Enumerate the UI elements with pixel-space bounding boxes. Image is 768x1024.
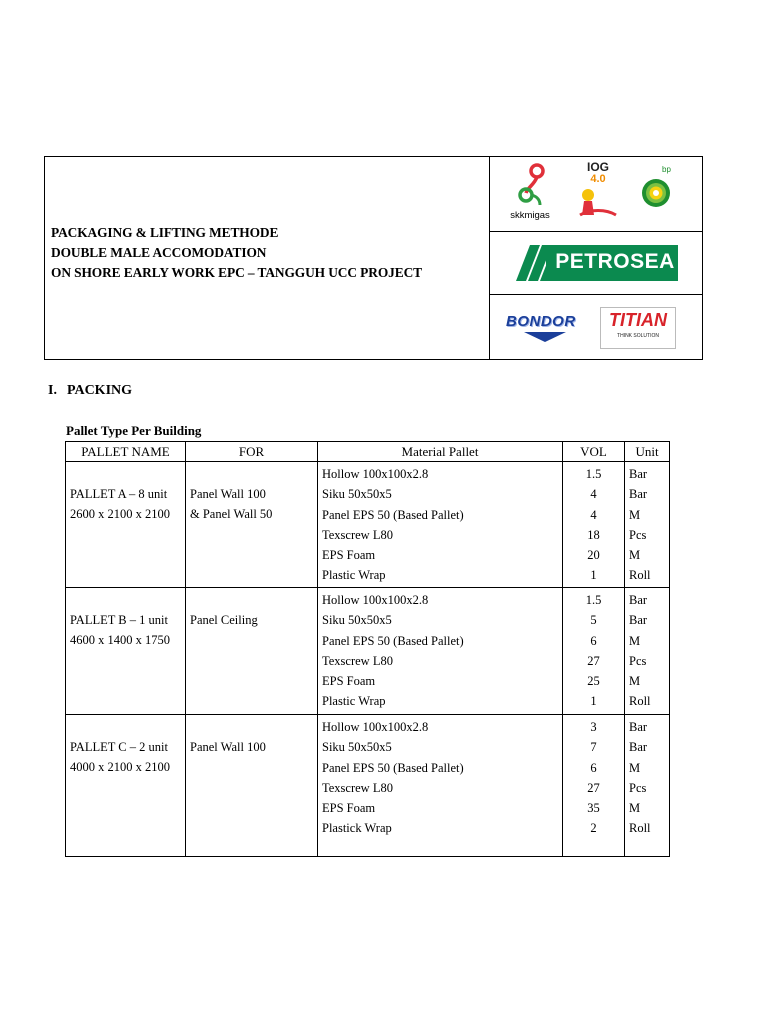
- petrosea-text: PETROSEA: [555, 250, 675, 273]
- title-line-3: ON SHORE EARLY WORK EPC – TANGGUH UCC PROJECT: [51, 265, 422, 280]
- unit-cell: [625, 462, 670, 588]
- col-header-pallet-name: PALLET NAME: [66, 442, 186, 462]
- title-line-2: DOUBLE MALE ACCOMODATION: [51, 245, 267, 260]
- iog-text: IOG: [586, 160, 609, 174]
- unit-value: M: [629, 801, 641, 816]
- material-cell: [318, 715, 563, 857]
- section-title: PACKING: [66, 383, 133, 398]
- vol-cell: [563, 715, 625, 857]
- material-item: Hollow 100x100x2.8: [322, 720, 429, 734]
- document-header: [44, 156, 703, 360]
- titian-tagline: THINK SOLUTION: [617, 333, 659, 339]
- unit-cell: [625, 588, 670, 715]
- table-row-pallet-a: [66, 462, 670, 588]
- skkmigas-mark-icon: [504, 163, 564, 207]
- vol-value: 4: [590, 487, 597, 502]
- section-heading: [48, 383, 142, 399]
- material-item: EPS Foam: [322, 801, 376, 816]
- unit-value: M: [629, 548, 641, 563]
- vol-value: 25: [587, 674, 600, 689]
- vol-cell: [563, 462, 625, 588]
- iog-logo: [578, 161, 618, 225]
- unit-value: Pcs: [629, 527, 647, 542]
- bondor-logo: [506, 313, 584, 349]
- bondor-text: BONDOR: [506, 313, 576, 330]
- pallet-dimensions: 4600 x 1400 x 1750: [70, 633, 170, 648]
- iog-version-text: 4.0: [590, 173, 606, 185]
- material-item: EPS Foam: [322, 674, 376, 689]
- material-item: Texscrew L80: [322, 527, 393, 542]
- vol-value: 1: [590, 694, 597, 709]
- unit-value: Bar: [629, 720, 648, 734]
- pallet-table: [65, 441, 670, 857]
- skkmigas-logo: [504, 163, 564, 225]
- pallet-name-cell: [66, 715, 186, 857]
- unit-value: M: [629, 633, 641, 648]
- material-item: Texscrew L80: [322, 653, 393, 668]
- vol-value: 35: [587, 801, 600, 816]
- unit-value: Bar: [629, 613, 648, 628]
- unit-value: M: [629, 507, 641, 522]
- pallet-name-cell: [66, 462, 186, 588]
- pallet-for-cell: [186, 588, 318, 715]
- table-header-row: [66, 442, 670, 462]
- vol-value: 6: [590, 760, 597, 775]
- vol-value: 2: [590, 821, 597, 836]
- pallet-name: PALLET A – 8 unit: [70, 487, 168, 501]
- vol-value: 1.5: [585, 593, 602, 607]
- material-cell: [318, 462, 563, 588]
- unit-value: Bar: [629, 467, 648, 481]
- unit-value: Bar: [629, 740, 648, 755]
- vol-value: 6: [590, 633, 597, 648]
- unit-value: Pcs: [629, 653, 647, 668]
- col-header-vol: VOL: [563, 442, 625, 462]
- vol-value: 27: [587, 780, 600, 795]
- section-number: I.: [48, 383, 57, 398]
- document-title: [51, 223, 481, 283]
- table-row-pallet-c: [66, 715, 670, 857]
- material-item: Plastick Wrap: [322, 821, 392, 836]
- vol-value: 4: [590, 507, 597, 522]
- vol-value: 5: [590, 613, 597, 628]
- vol-value: 20: [587, 548, 600, 563]
- pallet-dimensions: 2600 x 2100 x 2100: [70, 507, 170, 522]
- vol-cell: [563, 588, 625, 715]
- pallet-for: Panel Ceiling: [190, 613, 258, 627]
- material-item: Panel EPS 50 (Based Pallet): [322, 760, 464, 775]
- pallet-for: & Panel Wall 50: [190, 507, 273, 522]
- col-header-for: FOR: [186, 442, 318, 462]
- bp-helios-icon: [640, 171, 676, 219]
- pallet-name-cell: [66, 588, 186, 715]
- vol-value: 7: [590, 740, 597, 755]
- col-header-material: Material Pallet: [318, 442, 563, 462]
- material-item: Panel EPS 50 (Based Pallet): [322, 633, 464, 648]
- unit-value: Roll: [629, 821, 651, 836]
- material-item: Siku 50x50x5: [322, 613, 392, 628]
- unit-value: M: [629, 760, 641, 775]
- material-item: Hollow 100x100x2.8: [322, 593, 429, 607]
- vol-value: 3: [590, 720, 597, 734]
- material-item: Hollow 100x100x2.8: [322, 467, 429, 481]
- table-caption: Pallet Type Per Building: [66, 423, 202, 438]
- unit-value: M: [629, 674, 641, 689]
- unit-value: Pcs: [629, 780, 647, 795]
- pallet-name: PALLET B – 1 unit: [70, 613, 168, 627]
- material-item: Siku 50x50x5: [322, 487, 392, 502]
- unit-value: Bar: [629, 593, 648, 607]
- vol-value: 1: [590, 568, 597, 583]
- material-item: Plastic Wrap: [322, 694, 386, 709]
- iog-figure-icon: [578, 185, 618, 219]
- logo-row-contractor: [490, 232, 703, 295]
- col-header-unit: Unit: [625, 442, 670, 462]
- table-row-pallet-b: [66, 588, 670, 715]
- pallet-dimensions: 4000 x 2100 x 2100: [70, 760, 170, 775]
- bp-text: bp: [662, 165, 671, 174]
- logo-row-sponsors: [490, 157, 703, 232]
- unit-value: Roll: [629, 694, 651, 709]
- title-line-1: PACKAGING & LIFTING METHODE: [51, 225, 279, 240]
- material-item: EPS Foam: [322, 548, 376, 563]
- pallet-for-cell: [186, 715, 318, 857]
- material-cell: [318, 588, 563, 715]
- titian-logo: [600, 307, 676, 349]
- skkmigas-text: skkmigas: [510, 210, 550, 221]
- bondor-chevron-icon: [506, 330, 584, 344]
- vol-value: 1.5: [585, 467, 602, 481]
- material-item: Texscrew L80: [322, 780, 393, 795]
- logo-row-suppliers: [490, 295, 703, 359]
- titian-text: TITIAN: [609, 310, 667, 330]
- pallet-for: Panel Wall 100: [190, 487, 266, 501]
- unit-value: Roll: [629, 568, 651, 583]
- petrosea-logo: [516, 241, 680, 285]
- pallet-name: PALLET C – 2 unit: [70, 740, 168, 754]
- material-item: Siku 50x50x5: [322, 740, 392, 755]
- pallet-for: Panel Wall 100: [190, 740, 266, 754]
- material-item: Plastic Wrap: [322, 568, 386, 583]
- unit-value: Bar: [629, 487, 648, 502]
- material-item: Panel EPS 50 (Based Pallet): [322, 507, 464, 522]
- vol-value: 18: [587, 527, 600, 542]
- logo-column: [489, 157, 703, 359]
- vol-value: 27: [587, 653, 600, 668]
- bp-logo: [640, 163, 690, 223]
- unit-cell: [625, 715, 670, 857]
- pallet-for-cell: [186, 462, 318, 588]
